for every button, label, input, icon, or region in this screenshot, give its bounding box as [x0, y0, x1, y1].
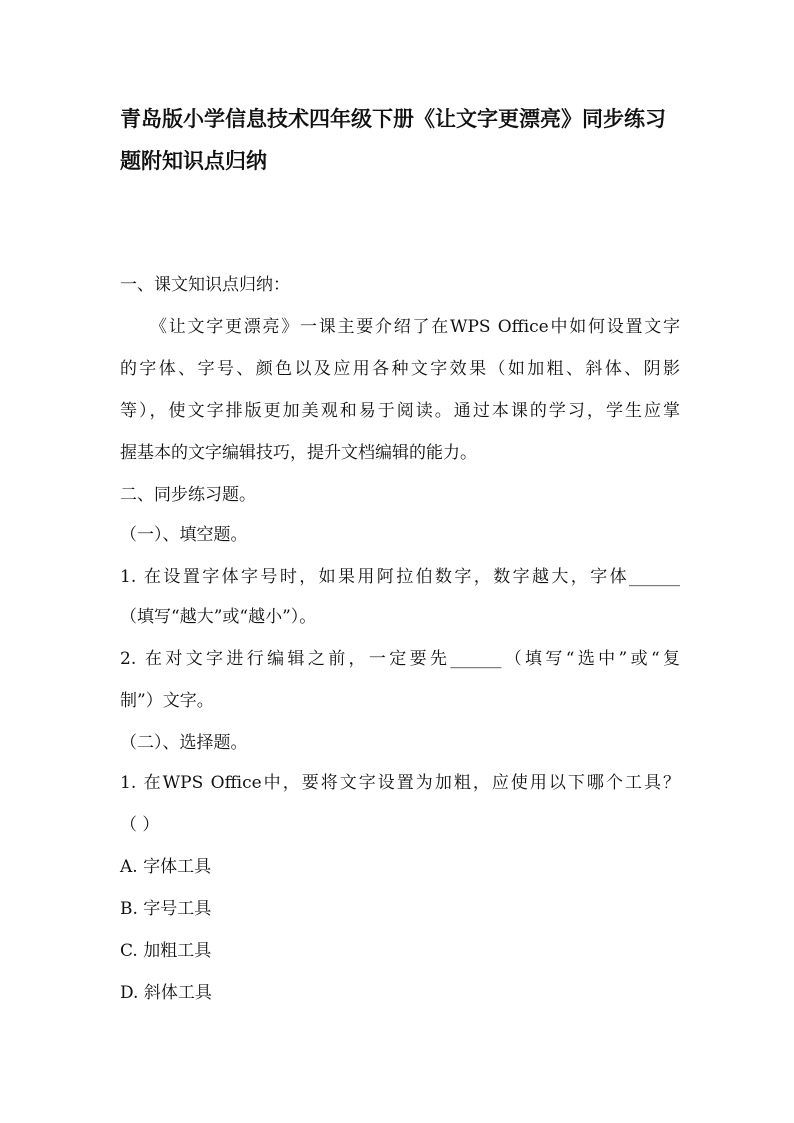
section-heading-knowledge: 一、课文知识点归纳： — [120, 275, 290, 295]
choice-option-c: C. 加粗工具 — [120, 941, 212, 961]
fill-question-1-line-1: 1. 在设置字体字号时，如果用阿拉伯数字，数字越大，字体______ — [120, 567, 680, 587]
subsection-heading-choice: （二）、选择题。 — [120, 733, 248, 753]
choice-option-b: B. 字号工具 — [120, 899, 212, 919]
section-heading-exercises: 二、同步练习题。 — [120, 485, 256, 505]
choice-question-1-answer-bracket: （ ） — [120, 815, 160, 835]
intro-paragraph-line-2: 的字体、字号、颜色以及应用各种文字效果（如加粗、斜体、阴影 — [120, 359, 680, 379]
document-title-line-1: 青岛版小学信息技术四年级下册《让文字更漂亮》同步练习 — [120, 107, 666, 131]
fill-question-1-line-2: （填写“越大”或“越小”）。 — [120, 607, 317, 627]
document-title-line-2: 题附知识点归纳 — [120, 149, 267, 173]
intro-paragraph-line-3: 等），使文字排版更加美观和易于阅读。通过本课的学习，学生应掌 — [120, 401, 680, 421]
choice-question-1-line-1: 1. 在WPS Office中，要将文字设置为加粗，应使用以下哪个工具？ — [120, 773, 680, 793]
intro-paragraph-line-4: 握基本的文字编辑技巧，提升文档编辑的能力。 — [120, 443, 477, 463]
fill-question-2-line-1: 2. 在对文字进行编辑之前，一定要先______（填写“选中”或“复 — [120, 649, 680, 669]
fill-question-2-line-2: 制”）文字。 — [120, 691, 214, 711]
choice-option-d: D. 斜体工具 — [120, 983, 212, 1003]
intro-paragraph-line-1: 《让文字更漂亮》一课主要介绍了在WPS Office中如何设置文字 — [150, 317, 680, 337]
subsection-heading-fill-blank: （一）、填空题。 — [120, 525, 248, 545]
choice-option-a: A. 字体工具 — [120, 857, 212, 877]
